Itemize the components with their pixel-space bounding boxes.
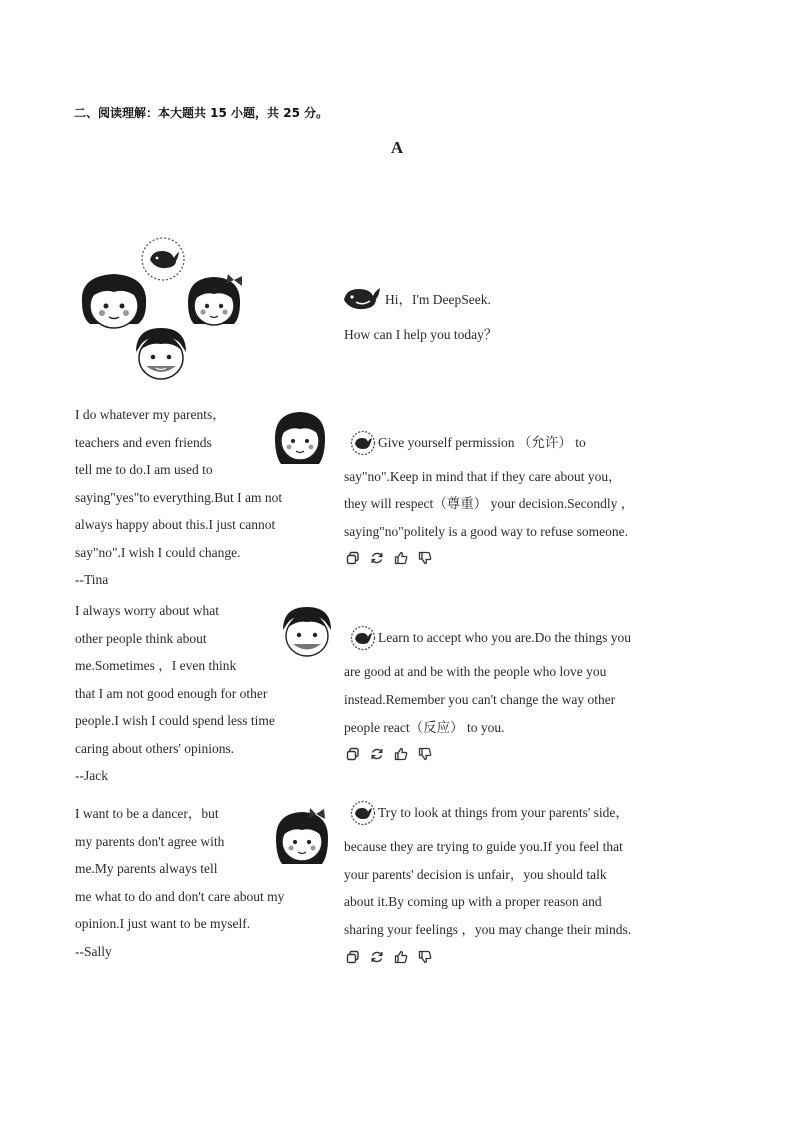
jack-avatar: [278, 603, 336, 670]
deepseek-reply-icon: [350, 625, 376, 656]
reply-line: say"no".Keep in mind that if they care about you，: [344, 469, 622, 484]
copy-icon[interactable]: [346, 551, 360, 565]
letter-line: I do whatever my parents，: [75, 407, 226, 422]
thumbs-down-icon[interactable]: [418, 551, 432, 565]
regenerate-icon[interactable]: [370, 950, 384, 964]
letter-signature: --Sally: [75, 943, 112, 959]
deepseek-reply-icon: [350, 430, 376, 461]
letter-line: people.I wish I could spend less time: [75, 713, 275, 728]
reply-line: about it.By coming up with a proper reason and: [344, 894, 602, 909]
reply-line: they will respect（尊重） your decision.Secondly ，: [344, 496, 635, 511]
thumbs-up-icon[interactable]: [394, 950, 408, 964]
thumbs-up-icon[interactable]: [394, 747, 408, 761]
letter-line: other people think about: [75, 630, 207, 646]
chat-greeting-line2: How can I help you today？: [344, 327, 498, 342]
thumbs-down-icon[interactable]: [418, 950, 432, 964]
letter-line: me.My parents always tell: [75, 861, 218, 876]
reply-line: people react（反应） to you.: [344, 720, 505, 735]
letter-line: say"no".I wish I could change.: [75, 544, 241, 560]
letter-signature: --Tina: [75, 572, 109, 587]
thumbs-up-icon[interactable]: [394, 551, 408, 565]
boy-face-illustration: [130, 324, 192, 393]
letter-line: saying"yes"to everything.But I am not: [75, 489, 283, 505]
letter-line: me what to do and don't care about my: [75, 888, 285, 904]
passage-letter: A: [390, 138, 404, 157]
regenerate-icon[interactable]: [370, 747, 384, 761]
reply-line: your parents' decision is unfair，you should talk: [344, 867, 607, 882]
deepseek-reply-icon: [350, 800, 376, 831]
letter-line: my parents don't agree with: [75, 833, 225, 849]
letter-line: tell me to do.I am used to: [75, 462, 213, 477]
regenerate-icon[interactable]: [370, 551, 384, 565]
reply-line: are good at and be with the people who love you: [344, 664, 607, 679]
sally-avatar: [272, 806, 332, 875]
reply-line: because they are trying to guide you.If you feel that: [344, 839, 623, 854]
reply-action-icons: [346, 950, 432, 964]
reply-line: Learn to accept who you are.Do the things you: [378, 630, 632, 645]
deepseek-logo-icon: [342, 284, 382, 319]
reply-action-icons: [346, 551, 432, 565]
copy-icon[interactable]: [346, 950, 360, 964]
letter-line: that I am not good enough for other: [75, 685, 268, 701]
letter-line: caring about others' opinions.: [75, 740, 235, 756]
letter-line: teachers and even friends: [75, 434, 212, 450]
reply-line: saying"no"politely is a good way to refuse someone.: [344, 524, 628, 539]
letter-line: I always worry about what: [75, 603, 219, 618]
reply-action-icons: [346, 747, 432, 761]
thumbs-down-icon[interactable]: [418, 747, 432, 761]
letter-line: me.Sometimes ，I even think: [75, 658, 237, 673]
reply-line: Give yourself permission （允许） to: [378, 435, 586, 450]
tina-avatar: [272, 408, 328, 475]
letter-signature: --Jack: [75, 768, 108, 783]
girl-with-bow-illustration: [184, 272, 246, 339]
reply-line: Try to look at things from your parents' side，: [378, 805, 629, 820]
letter-line: I want to be a dancer，but: [75, 806, 219, 821]
section-title: 二、阅读理解：本大题共 15 小题，共 25 分。: [74, 106, 329, 120]
chat-greeting-line1: Hi，I'm DeepSeek.: [385, 292, 491, 307]
letter-line: opinion.I just want to be myself.: [75, 916, 251, 931]
letter-line: always happy about this.I just cannot: [75, 517, 276, 532]
reply-line: instead.Remember you can't change the way other: [344, 692, 616, 707]
reply-line: sharing your feelings ，you may change their minds.: [344, 922, 632, 937]
copy-icon[interactable]: [346, 747, 360, 761]
